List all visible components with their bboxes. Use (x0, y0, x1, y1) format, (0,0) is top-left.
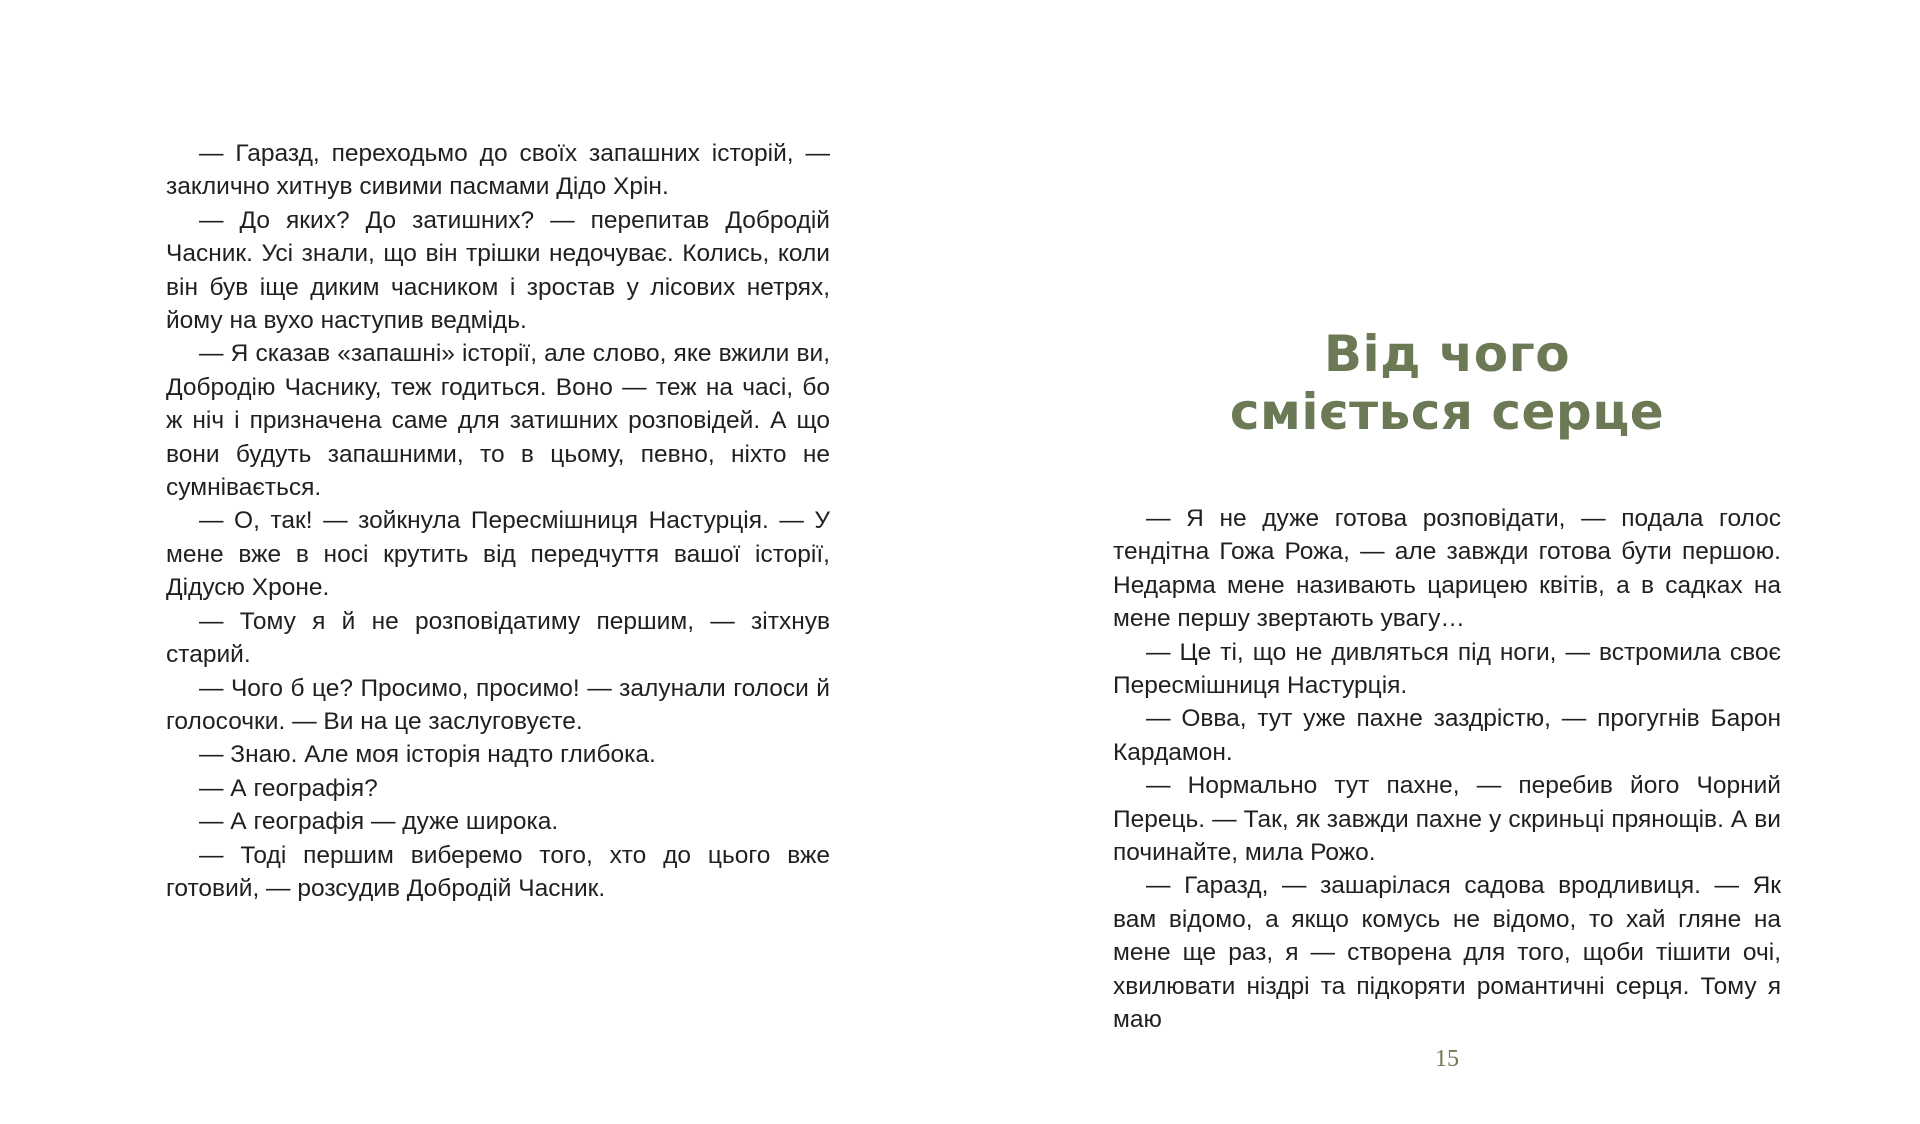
right-paragraph-1: — Я не дуже готова розповідати, — подала голос тендітна Гожа Рожа, — але завжди готова бути першою. Недарма мене називають царицею квітів, а в садках на мене першу звертають увагу… (1113, 505, 1781, 633)
right-paragraph-5: — Гаразд, — зашарілася садова вродливиця. — Як вам відомо, а якщо комусь не відомо, то хай гляне на мене ще раз, я — створена для того, щоби тішити очі, хвилювати ніздрі та підкоряти романтичні серця. Тому я маю (1113, 872, 1781, 1034)
left-paragraph-1: — Гаразд, переходьмо до своїх запашних історій, — закличнo хитнув сивими пасмами Дідо Хрін. (166, 140, 830, 201)
left-paragraph-8: — А географія? (199, 774, 378, 802)
left-paragraph-5: — Тому я й не розповідатиму першим, — зітхнув старий. (166, 607, 830, 669)
right-paragraph-3: — Овва, тут уже пахне заздрістю, — прогугнів Барон Кардамон. (1113, 705, 1781, 766)
left-paragraph-4: — О, так! — зойкнула Пересмішниця Настурція. — У мене вже в носі крутить від передчуття вашої історії, Дідусю Хроне. (166, 507, 830, 602)
left-paragraph-3: — Я сказав «запашні» історії, але слово, яке вжили ви, Добродію Часнику, теж годиться. Воно — теж на часі, бо ж ніч і призначена саме для затишних розповідей. А що вони будуть запашними, то в цьому, певно, ніхто не сумнівається. (166, 340, 830, 502)
right-paragraph-2: — Це ті, що не дивляться під ноги, — встромила своє Пересмішниця Настурція. (1113, 638, 1781, 700)
left-paragraph-10: — Тоді першим виберемо того, хто до цього вже готовий, — розсудив Добродій Часник. (166, 841, 830, 902)
right-paragraph-4: — Нормально тут пахне, — перебив його Чорний Перець. — Так, як завжди пахне у скриньці прянощів. А ви починайте, мила Рожо. (1113, 772, 1781, 867)
chapter-title-line-2: сміється серце (1229, 383, 1665, 441)
chapter-title-line-1: Від чого (1323, 325, 1571, 383)
left-paragraph-6: — Чого б це? Просимо, просимо! — залунали голоси й голосочки. — Ви на це заслуговуєте. (166, 674, 830, 735)
left-paragraph-9: — А географія — дуже широка. (199, 808, 559, 836)
left-paragraph-2: — До яких? До затишних? — перепитав Добродій Часник. Усі знали, що він трішки недочуває. Колись, коли він був іще диким часником і зростав у лісових нетрях, йому на вухо наступив ведмідь. (166, 206, 830, 335)
right-page-body (1113, 502, 1781, 1037)
chapter-title (1113, 325, 1781, 441)
page-number: 15 (1435, 1046, 1459, 1072)
left-paragraph-7: — Знаю. Але моя історія надто глибока. (199, 741, 656, 769)
left-page (166, 137, 830, 905)
